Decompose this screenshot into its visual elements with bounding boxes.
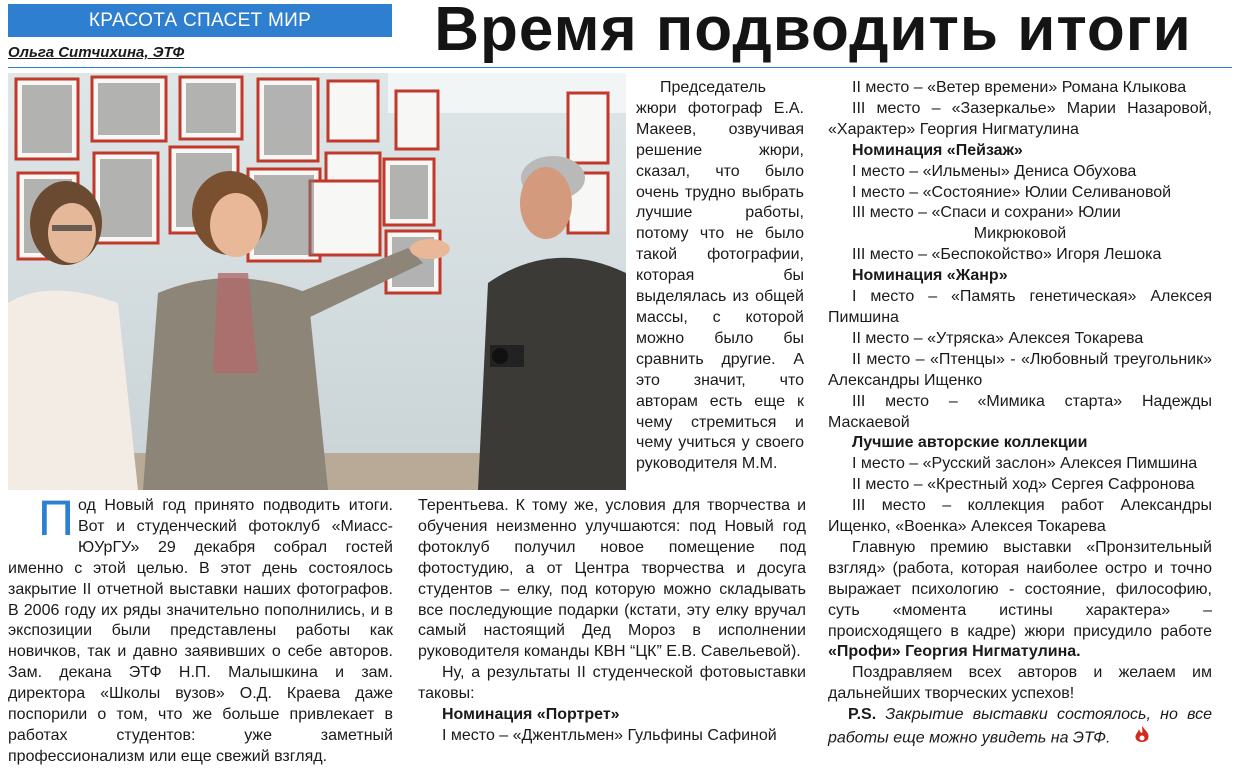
nomination-collections: Лучшие авторские коллекции (852, 434, 1088, 452)
nomination-portrait: Номинация «Портрет» (442, 706, 620, 724)
flame-logo-icon (1114, 726, 1150, 751)
exhibition-photo (8, 73, 626, 490)
grand-prize-winner: «Профи» Георгия Нигматулина. (828, 643, 1081, 661)
col2-paragraph-1: Терентьева. К тому же, условия для творчества и обучения неизменно улучшаются: под Новый год фотоклуб получил новое помещение под фотостудию, а от Центра творчества и досуга студентов – елку, под которую можно складывать все последующие подарки (кстати, эту елку вручал самый настоящий Дед Мороз в исполнении руководителя команды КВН “ЦК” Е.В. Савельевой). (418, 497, 806, 661)
postscript (828, 705, 1212, 751)
rubric-banner: КРАСОТА СПАСЕТ МИР (8, 4, 392, 37)
nomination-genre: Номинация «Жанр» (852, 267, 1008, 285)
result-line: III место – «Спаси и сохрани» Юлии (852, 204, 1121, 222)
result-line: I место – «Джентльмен» Гульфины Сафиной (442, 726, 777, 744)
col2-paragraph-2: Ну, а результаты II студенческой фотовыставки таковы: (418, 664, 806, 703)
author-byline[interactable]: Ольга Ситчихина, ЭТФ (8, 44, 185, 61)
result-line: II место – «Утряска» Алексея Токарева (852, 329, 1144, 347)
result-line: I место – «Память генетическая» Алексея Пимшина (828, 288, 1212, 326)
result-line: III место – коллекция работ Александры Ищенко, «Военка» Алексея Токарева (828, 497, 1212, 536)
result-line: II место – «Птенцы» - «Любовный треугольник» Александры Ищенко (828, 350, 1212, 389)
side-column (636, 78, 804, 475)
header-rule (8, 67, 1232, 68)
congrats-paragraph: Поздравляем всех авторов и желаем им дальнейших творческих успехов! (828, 664, 1212, 703)
result-line: I место – «Русский заслон» Алексея Пимшина (852, 455, 1198, 473)
result-line-continuation: Микрюковой (973, 225, 1067, 243)
result-line: II место – «Крестный ход» Сергея Сафронова (852, 476, 1195, 494)
result-line: I место – «Состояние» Юлии Селивановой (852, 183, 1172, 201)
grand-prize-text: Главную премию выставки «Пронзительный взгляд» (работа, которая наиболее остро и точно выражает психологию - состояние, философию, суть «момента истины характера» – происходящего в кадре) жюри присудило работе (828, 538, 1212, 640)
result-line: I место – «Ильмены» Дениса Обухова (852, 162, 1137, 180)
column-3 (828, 78, 1212, 751)
result-line: III место – «Беспокойство» Игоря Лешока (852, 246, 1162, 264)
ps-label: P.S. (848, 706, 877, 724)
column-1 (8, 490, 393, 768)
article-headline: Время подводить итоги (434, 0, 1192, 64)
side-paragraph: Председатель жюри фотограф Е.А. Макеев, озвучивая решение жюри, сказал, что было очень трудно выбрать лучшие работы, потому что не было такой фотографии, которая бы выделялась из общей массы, с которой можно было бы сравнить другие. А это значит, что авторам есть еще к чему стремиться и чему учиться у своего руководителя М.М. (636, 79, 804, 473)
column-2 (418, 496, 806, 747)
drop-cap: П (38, 490, 74, 546)
result-line: III место – «Зазеркалье» Марии Назаровой, «Характер» Георгия Нигматулина (828, 99, 1212, 138)
grand-prize-paragraph (828, 538, 1212, 663)
result-line: III место – «Мимика старта» Надежды Маскаевой (828, 392, 1212, 431)
result-line: II место – «Ветер времени» Романа Клыкова (852, 79, 1187, 96)
ps-text: Закрытие выставки состоялось, но все работы еще можно увидеть на ЭТФ. (828, 706, 1212, 747)
lead-paragraph (8, 490, 393, 768)
lead-text: од Новый год принято подводить итоги. Вот и студенческий фотоклуб «Миасс-ЮУрГУ» 29 декабря собрал гостей именно с этой целью. В этот день состоялось закрытие II отчетной выставки наших фотографов. В 2006 году их ряды значительно пополнились, и в экспозиции были представлены работы как новичков, так и давно заявивших о себе авторов. Зам. декана ЭТФ Н.П. Малышкина и зам. директора «Школы вузов» О.Д. Краева даже поспорили о том, что же больше привлекает в работах студентов: уже заметный профессионализм или еще свежий взгляд. (8, 497, 393, 765)
nomination-landscape: Номинация «Пейзаж» (852, 141, 1023, 159)
